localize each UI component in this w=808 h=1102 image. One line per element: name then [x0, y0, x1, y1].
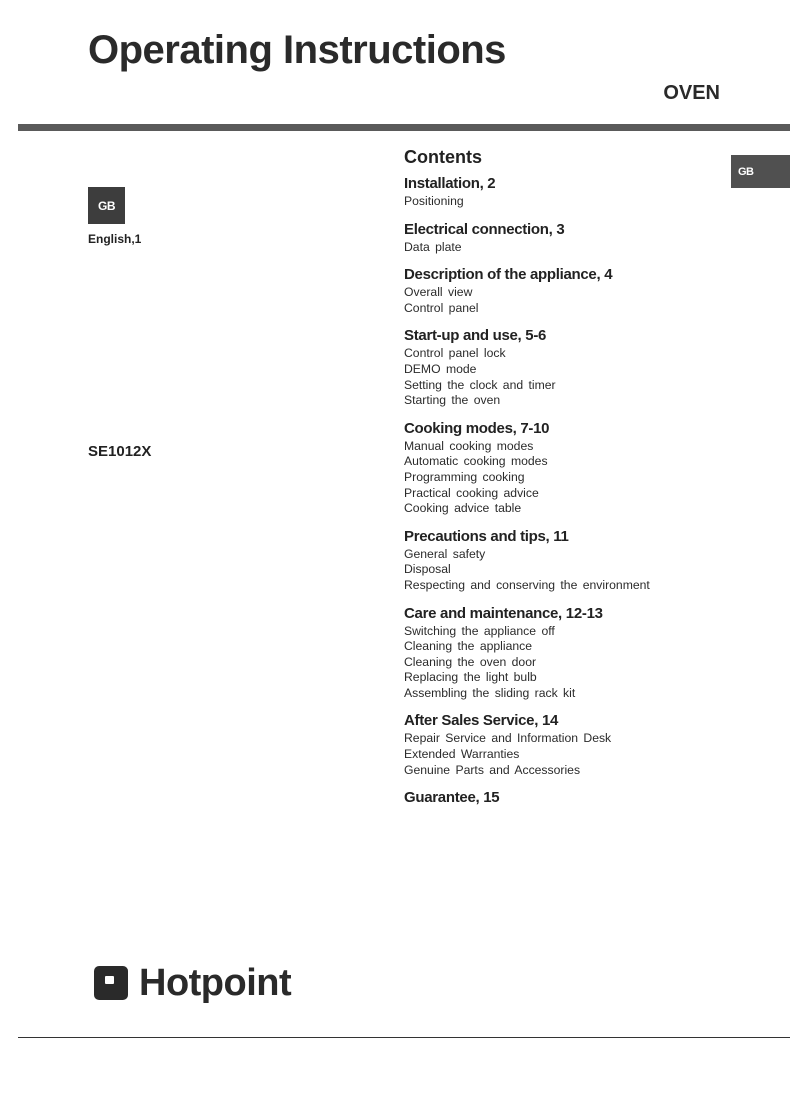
toc-section — [404, 174, 724, 210]
toc-item: Positioning — [404, 194, 464, 208]
toc-item: Cooking advice table — [404, 501, 522, 516]
toc-item-list — [404, 240, 724, 256]
toc-item: Extended Warranties — [404, 747, 520, 762]
toc-section-title: Installation, 2 — [404, 175, 496, 192]
toc-item-list — [404, 194, 724, 210]
toc-item: Switching the appliance off — [404, 623, 555, 638]
toc-section — [404, 326, 724, 408]
toc-item: Disposal — [404, 562, 451, 577]
brand-logo — [94, 960, 291, 1006]
toc-item-list — [404, 439, 724, 517]
toc-section-title: Guarantee, 15 — [404, 789, 500, 807]
toc-section-title: After Sales Service, 14 — [404, 712, 559, 730]
toc-item: Data plate — [404, 239, 462, 254]
toc-item: Control panel lock — [404, 346, 506, 361]
toc-item-list — [404, 346, 724, 408]
toc-item: Cleaning the appliance — [404, 639, 532, 654]
toc-item: Practical cooking advice — [404, 485, 539, 500]
language-badge: GB — [88, 187, 125, 224]
toc-section-title: Start-up and use, 5-6 — [404, 327, 547, 345]
toc-section-title: Cooking modes, 7-10 — [404, 419, 550, 437]
model-number: SE1012X — [88, 443, 152, 460]
toc-item: Assembling the sliding rack kit — [404, 685, 576, 700]
brand-name: Hotpoint — [139, 961, 292, 1004]
toc-section — [404, 788, 724, 808]
toc-section — [404, 604, 724, 702]
toc-section-title: Description of the appliance, 4 — [404, 266, 613, 284]
toc-item: Control panel — [404, 300, 479, 315]
toc-section — [404, 527, 724, 594]
toc-item: General safety — [404, 546, 486, 561]
footer-divider — [18, 1037, 790, 1038]
toc-item: DEMO mode — [404, 361, 477, 376]
language-label: English,1 — [88, 232, 142, 246]
toc-section-title: Electrical connection, 3 — [404, 220, 565, 238]
hotpoint-logo-icon — [94, 966, 128, 1000]
header-divider — [18, 124, 790, 131]
toc-section-title: Precautions and tips, 11 — [404, 527, 569, 545]
toc-item-list — [404, 547, 724, 594]
toc-item: Programming cooking — [404, 469, 525, 484]
toc-section-title: Care and maintenance, 12-13 — [404, 604, 603, 622]
product-type: OVEN — [663, 82, 720, 104]
toc-section — [404, 220, 724, 256]
toc-item-list — [404, 731, 724, 778]
toc-section — [404, 419, 724, 517]
contents-sections — [404, 174, 724, 808]
side-language-tab: GB — [731, 155, 790, 188]
page-title: Operating Instructions — [88, 28, 506, 72]
toc-item: Starting the oven — [404, 393, 501, 408]
toc-item: Cleaning the oven door — [404, 654, 537, 669]
toc-item: Genuine Parts and Accessories — [404, 762, 581, 777]
table-of-contents — [404, 147, 724, 818]
toc-section — [404, 711, 724, 778]
contents-heading: Contents — [404, 147, 482, 167]
toc-item: Respecting and conserving the environment — [404, 577, 650, 592]
toc-item: Automatic cooking modes — [404, 454, 548, 469]
toc-item: Repair Service and Information Desk — [404, 731, 612, 746]
toc-section — [404, 265, 724, 316]
toc-item: Setting the clock and timer — [404, 377, 556, 392]
toc-item-list — [404, 624, 724, 702]
toc-item: Replacing the light bulb — [404, 670, 537, 685]
toc-item: Overall view — [404, 285, 473, 300]
toc-item: Manual cooking modes — [404, 438, 534, 453]
toc-item-list — [404, 285, 724, 316]
